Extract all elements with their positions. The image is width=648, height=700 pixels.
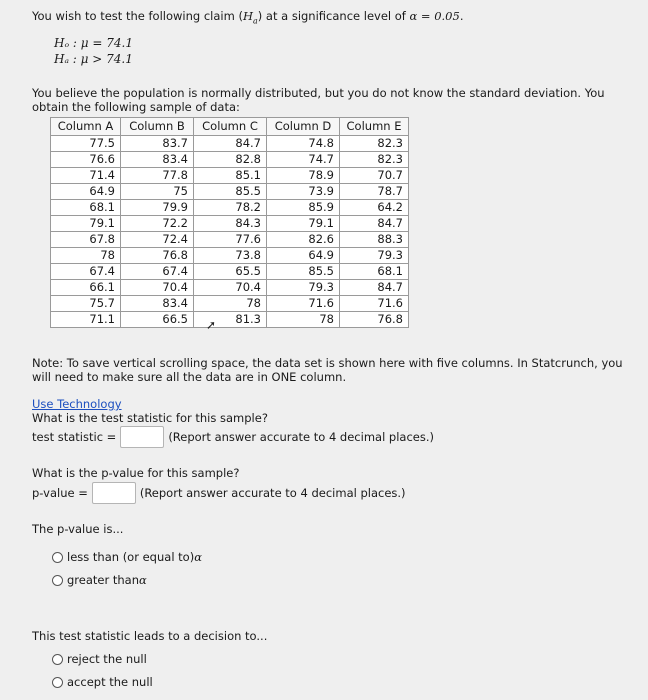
radio-button[interactable] [52,677,63,688]
problem-description: You believe the population is normally distributed, but you do not know the standard deviation. You obtain the following sample of data: [32,86,605,114]
table-row [51,296,409,312]
table-cell: 78 [267,312,340,328]
table-cell: 84.7 [194,136,267,152]
table-cell: 70.4 [194,280,267,296]
table-cell: 77.8 [121,168,194,184]
table-cell: 70.7 [340,168,409,184]
option-accept-null[interactable]: accept the null [52,675,153,689]
column-header: Column D [267,118,340,136]
table-cell: 75 [121,184,194,200]
column-header: Column C [194,118,267,136]
table-cell: 78 [51,248,121,264]
table-cell: 76.8 [340,312,409,328]
table-row [51,264,409,280]
table-row [51,136,409,152]
table-cell: 85.5 [194,184,267,200]
table-cell: 84.7 [340,216,409,232]
table-cell: 82.3 [340,136,409,152]
option-greater-than-alpha[interactable]: greater than α [52,573,147,587]
table-cell: 82.3 [340,152,409,168]
data-table [50,117,409,328]
table-cell: 85.9 [267,200,340,216]
table-row [51,200,409,216]
test-statistic-question: What is the test statistic for this sample? [32,411,268,425]
table-cell: 71.6 [340,296,409,312]
table-cell: 82.8 [194,152,267,168]
table-cell: 72.4 [121,232,194,248]
table-cell: 65.5 [194,264,267,280]
table-cell: 75.7 [51,296,121,312]
table-cell: 78.7 [340,184,409,200]
table-cell: 77.6 [194,232,267,248]
table-row [51,152,409,168]
table-header-row [51,118,409,136]
pvalue-question: What is the p-value for this sample? [32,466,240,480]
table-cell: 84.3 [194,216,267,232]
test-statistic-label: test statistic = [32,430,117,444]
table-cell: 79.1 [51,216,121,232]
table-cell: 67.4 [51,264,121,280]
table-cell: 70.4 [121,280,194,296]
table-cell: 67.8 [51,232,121,248]
test-statistic-row [32,426,434,448]
radio-button[interactable] [52,552,63,563]
pvalue-input[interactable] [92,482,136,504]
pvalue-label: p-value = [32,486,88,500]
table-cell: 79.9 [121,200,194,216]
option-reject-null[interactable]: reject the null [52,652,147,666]
table-cell: 66.1 [51,280,121,296]
table-cell: 82.6 [267,232,340,248]
table-cell: 73.9 [267,184,340,200]
ha-symbol: H [242,9,253,23]
table-cell: 76.8 [121,248,194,264]
test-statistic-input[interactable] [120,426,164,448]
table-cell: 83.7 [121,136,194,152]
table-cell: 88.3 [340,232,409,248]
table-cell: 66.5 [121,312,194,328]
table-cell: 68.1 [340,264,409,280]
table-cell: 73.8 [194,248,267,264]
table-cell: 78.2 [194,200,267,216]
table-cell: 74.8 [267,136,340,152]
column-header: Column A [51,118,121,136]
alpha-value: α = 0.05 [409,9,460,23]
table-cell: 71.6 [267,296,340,312]
column-header: Column B [121,118,194,136]
table-cell: 79.3 [267,280,340,296]
pvalue-hint: (Report answer accurate to 4 decimal places.) [139,486,406,500]
note-text: Note: To save vertical scrolling space, the data set is shown here with five columns. In Statcrunch, you will need to make sure all the data are in ONE column. [32,356,623,384]
table-row [51,184,409,200]
table-cell: 71.4 [51,168,121,184]
table-cell: 78 [194,296,267,312]
table-cell: 78.9 [267,168,340,184]
mouse-cursor-icon: ➚ [206,318,217,332]
column-header: Column E [340,118,409,136]
problem-intro: You wish to test the following claim $(H_a)$ at a significance level of α = 0.05. [32,9,464,26]
table-cell: 71.1 [51,312,121,328]
table-row [51,248,409,264]
table-row [51,280,409,296]
table-row [51,232,409,248]
null-hypothesis: Hₒ : μ = 74.1 [54,36,133,50]
table-cell: 83.4 [121,296,194,312]
decision-prompt: This test statistic leads to a decision to... [32,629,268,643]
table-cell: 76.6 [51,152,121,168]
table-cell: 68.1 [51,200,121,216]
table-row [51,312,409,328]
table-cell: 72.2 [121,216,194,232]
table-cell: 64.2 [340,200,409,216]
table-cell: 85.1 [194,168,267,184]
table-cell: 77.5 [51,136,121,152]
radio-button[interactable] [52,575,63,586]
table-cell: 84.7 [340,280,409,296]
table-row [51,168,409,184]
pvalue-comparison-prompt: The p-value is... [32,522,124,536]
option-less-than-alpha[interactable]: less than (or equal to) α [52,550,202,564]
table-cell: 83.4 [121,152,194,168]
radio-button[interactable] [52,654,63,665]
table-cell: 64.9 [51,184,121,200]
test-statistic-hint: (Report answer accurate to 4 decimal places.) [168,430,435,444]
table-cell: 79.3 [340,248,409,264]
table-cell: 67.4 [121,264,194,280]
table-cell: 74.7 [267,152,340,168]
table-cell: 81.3 [194,312,267,328]
alternative-hypothesis: Hₐ : μ > 74.1 [54,52,133,66]
table-cell: 85.5 [267,264,340,280]
pvalue-row [32,482,406,504]
table-cell: 79.1 [267,216,340,232]
table-row [51,216,409,232]
use-technology-link[interactable]: Use Technology [32,397,122,411]
table-cell: 64.9 [267,248,340,264]
